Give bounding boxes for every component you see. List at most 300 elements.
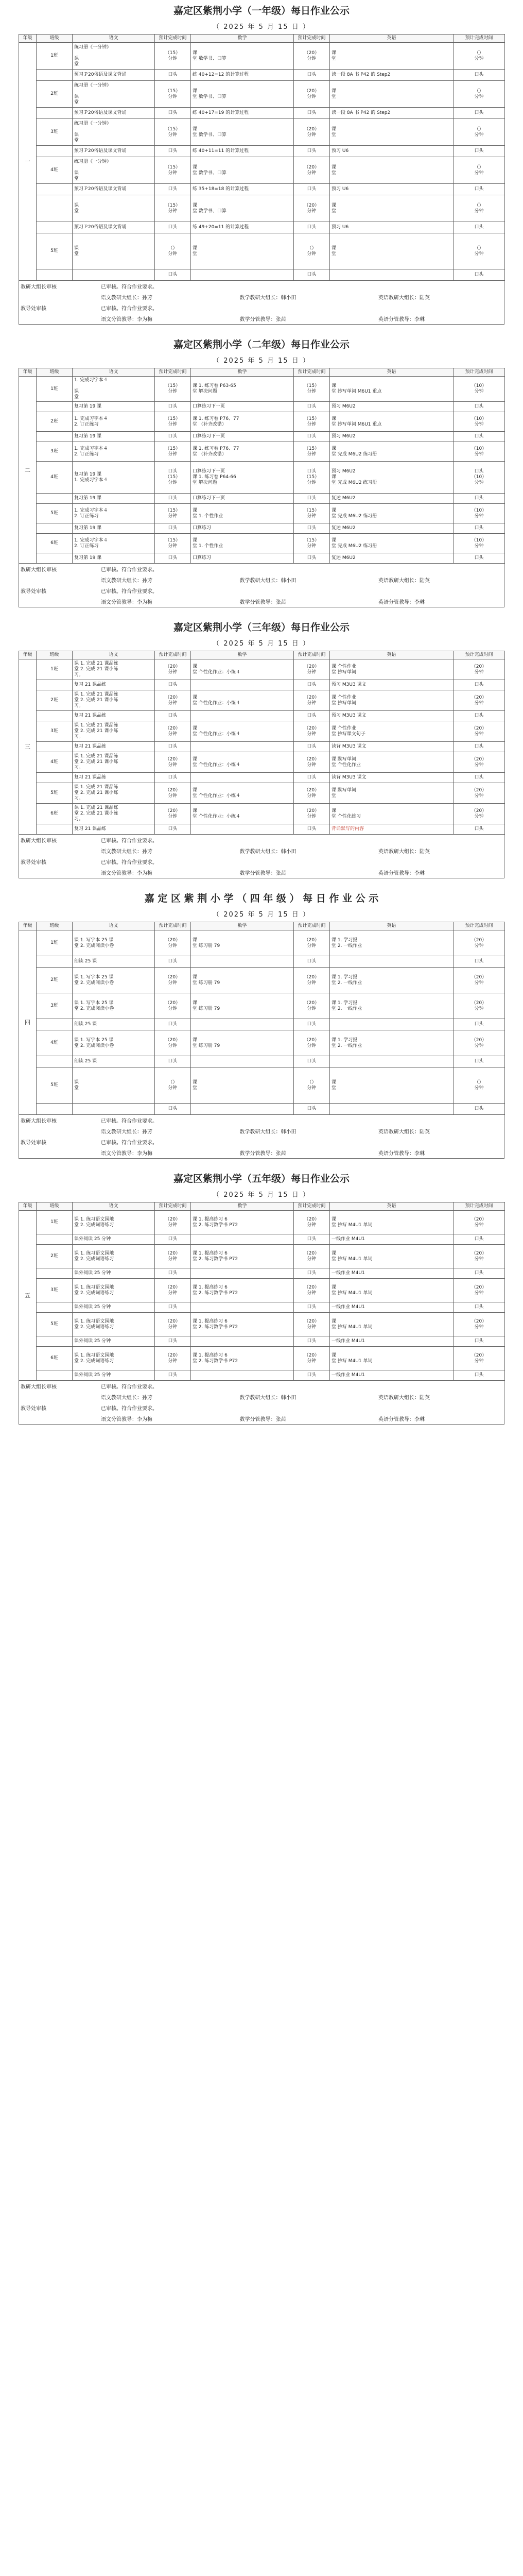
class-label: 4班 [37,752,73,773]
english-homework: 预习 U6 [330,146,454,157]
chinese-time: 口头 （15） 分钟 [155,462,191,494]
chinese-time: （20） 分钟 [155,930,191,956]
table-row [19,1370,505,1381]
math-time: （20） 分钟 [294,1279,330,1302]
class-label [37,269,73,281]
chinese-time: （15） 分钟 [155,377,191,402]
class-label [37,1268,73,1279]
english-time: 口头 [454,184,505,195]
column-header: 年级 [19,922,37,930]
review-label: 教研大组长审核 [21,1118,57,1124]
class-label: 2班 [37,968,73,993]
review-label [19,845,100,856]
chinese-homework: 课 1. 写字本 25 课 堂 2. 完成阅读小卷 [73,930,155,956]
chinese-homework: 复习第 19 课 [73,553,155,564]
column-header: 语文 [73,651,155,659]
table-row [19,402,505,412]
english-homework: 课 堂 个性化练习 [330,804,454,824]
class-label: 4班 [37,1030,73,1056]
english-homework: 课 堂 抄写 M4U1 单词 [330,1279,454,1302]
table-row [19,1268,505,1279]
math-time: （20） 分钟 [294,659,330,680]
table-row [19,1313,505,1336]
chinese-time: （20） 分钟 [155,690,191,711]
math-time: （） 分钟 [294,233,330,269]
english-homework: 一线作业 M4U1 [330,1336,454,1347]
table-row [19,81,505,108]
column-header: 班级 [37,651,73,659]
english-homework: 课 堂 抄写 M4U1 单词 [330,1347,454,1370]
math-homework [191,269,294,281]
class-label: 4班 [37,157,73,184]
chinese-homework: 练习册《一分钟》 课 堂 [73,81,155,108]
math-time: 口头 [294,1302,330,1313]
review-text: 语文分管教导：李为梅 [101,600,152,605]
table-row [19,930,505,956]
column-header: 年级 [19,35,37,43]
english-homework: 课 堂 抄写 M4U1 单词 [330,1313,454,1336]
math-time: （20） 分钟 [294,1347,330,1370]
review-label [19,1126,100,1137]
table-row [19,804,505,824]
review-footer [19,1381,504,1425]
grade-section [0,891,523,1168]
math-homework: 课 1. 提高练习 6 堂 2. 练习数学书 P72 [191,1347,294,1370]
math-homework: 课 堂 数学书、口算 [191,119,294,146]
math-homework: 课 堂 [191,1067,294,1104]
english-time: （） 分钟 [454,195,505,222]
column-header: 数学 [191,368,294,377]
math-homework: 课 堂 1. 个性作业 [191,504,294,523]
math-time: （20） 分钟 [294,119,330,146]
chinese-homework: 课 1. 完成 21 课品练 堂 2. 完成 21 课小练 习。 [73,659,155,680]
math-homework: 课 堂 个性化作业：小练４ [191,659,294,680]
table-row [19,1067,505,1104]
english-time: （20） 分钟 [454,804,505,824]
class-label: 2班 [37,1245,73,1268]
class-label: 6班 [37,534,73,553]
chinese-homework: 课外阅读 25 分钟 [73,1370,155,1381]
reviewer-name: 英语教研大组长：陆英 [378,1129,430,1135]
table-row [19,377,505,402]
chinese-time: （15） 分钟 [155,442,191,462]
chinese-time: （15） 分钟 [155,195,191,222]
class-label [37,222,73,233]
math-time: 口头 [294,742,330,752]
column-header: 英语 [330,651,454,659]
table-row [19,442,505,462]
english-homework: 课 个性作业 堂 抄写单词 [330,659,454,680]
chinese-homework: 预习Ｐ20俗语及课文背诵 [73,146,155,157]
math-time: （20） 分钟 [294,752,330,773]
english-homework: 预习 M6U2 [330,402,454,412]
math-homework: 课 1. 练习卷 P63-65 堂 解决问题 [191,377,294,402]
english-time: （20） 分钟 [454,721,505,742]
column-header: 预计完成时间 [294,35,330,43]
english-time: （） 分钟 [454,43,505,70]
column-header: 语文 [73,368,155,377]
chinese-homework: 课 1. 练习语文园地 堂 2. 完成词语练习 [73,1347,155,1370]
class-label [37,146,73,157]
math-time: 口头 [294,553,330,564]
math-homework: 课 堂 数学书、口算 [191,195,294,222]
reviewer-name [238,1115,377,1126]
table-row [19,690,505,711]
review-text: 已审核。符合作业要求。 [101,306,158,312]
reviewer-name [238,835,377,845]
table-row [19,1056,505,1067]
review-text: 已审核。符合作业要求。 [101,1140,158,1146]
column-header: 数学 [191,35,294,43]
chinese-time: 口头 [155,146,191,157]
chinese-homework: 课 1. 练习语文园地 堂 2. 完成词语练习 [73,1245,155,1268]
chinese-homework: 课外阅读 25 分钟 [73,1268,155,1279]
table-row [19,783,505,804]
math-homework [191,1104,294,1115]
chinese-homework: 课外阅读 25 分钟 [73,1302,155,1313]
chinese-homework [73,1104,155,1115]
math-homework [191,680,294,690]
english-time: 口头 [454,1268,505,1279]
english-time: （） 分钟 [454,157,505,184]
chinese-time: 口头 [155,1370,191,1381]
reviewer-name [377,281,504,292]
english-time: （20） 分钟 [454,1279,505,1302]
chinese-time: 口头 [155,1302,191,1313]
column-header: 年级 [19,651,37,659]
math-homework: 课 堂 个性化作业：小练４ [191,804,294,824]
english-time: （20） 分钟 [454,1347,505,1370]
table-row [19,184,505,195]
reviewer-name [377,856,504,867]
math-time: （20） 分钟 [294,930,330,956]
review-label: 教导处审核 [21,589,46,595]
review-label [19,1147,100,1159]
table-row [19,1302,505,1313]
review-footer [19,835,504,878]
table-row [19,956,505,968]
chinese-time: 口头 [155,523,191,534]
math-time: （20） 分钟 [294,804,330,824]
english-time: 口头 [454,494,505,504]
class-label: 3班 [37,442,73,462]
english-time: 口头 [454,773,505,783]
math-homework [191,956,294,968]
chinese-homework: 课 1. 完成 21 课品练 堂 2. 完成 21 课小练 习。 [73,804,155,824]
chinese-time: （20） 分钟 [155,783,191,804]
math-time: 口头 [294,824,330,835]
column-header: 语文 [73,35,155,43]
chinese-homework [73,269,155,281]
class-label [37,494,73,504]
english-time: （20） 分钟 [454,993,505,1019]
chinese-homework: 复习 21 课品练 [73,773,155,783]
homework-table [19,922,505,1115]
english-homework [330,956,454,968]
chinese-homework: 练习册《一分钟》 课 堂 [73,119,155,146]
math-time: （15） 分钟 [294,442,330,462]
grade-label: 一 [19,43,37,281]
chinese-time: （20） 分钟 [155,1347,191,1370]
chinese-time: 口头 [155,108,191,119]
column-header: 预计完成时间 [155,922,191,930]
chinese-time: 口头 [155,742,191,752]
math-homework: 练 49+20=11 的计算过程 [191,222,294,233]
math-time: 口头 [294,184,330,195]
column-header: 数学 [191,1202,294,1211]
english-time: （10） 分钟 [454,377,505,402]
chinese-time: 口头 [155,553,191,564]
chinese-homework: 课 1. 完成 21 课品练 堂 2. 完成 21 课小练 习。 [73,783,155,804]
table-row [19,553,505,564]
chinese-homework: 课 堂 [73,233,155,269]
chinese-homework: 练习册《一分钟》 课 堂 [73,43,155,70]
math-homework: 口算练习下一页 [191,432,294,442]
class-label: 1班 [37,930,73,956]
chinese-homework: 1. 完成习字本４ 2. 订正练习 [73,504,155,523]
chinese-time: （15） 分钟 [155,81,191,108]
english-homework: 预习 U6 [330,184,454,195]
reviewer-name [238,1137,377,1147]
section-title: 嘉定区紫荆小学（五年级）每日作业公示 [173,1173,350,1184]
math-homework [191,1336,294,1347]
english-homework: 课 堂 [330,43,454,70]
class-label [37,773,73,783]
column-header: 预计完成时间 [454,368,505,377]
english-homework: 课 堂 抄写 M4U1 单词 [330,1211,454,1234]
homework-table [19,34,505,281]
table-row [19,824,505,835]
review-label: 教研大组长审核 [21,1384,57,1390]
table-row [19,993,505,1019]
class-label: 4班 [37,462,73,494]
chinese-homework: 课 1. 写字本 25 课 堂 2. 完成阅读小卷 [73,993,155,1019]
chinese-time: 口头 [155,184,191,195]
table-row [19,195,505,222]
section-date: （ 2025 年 5 月 15 日 ） [213,911,310,919]
table-row [19,1030,505,1056]
table-row [19,742,505,752]
table-row [19,680,505,690]
chinese-time: （20） 分钟 [155,659,191,680]
math-time: （20） 分钟 [294,157,330,184]
chinese-time: （20） 分钟 [155,1211,191,1234]
math-time: 口头 [294,1104,330,1115]
section-title: 嘉定区紫荆小学（一年级）每日作业公示 [173,5,350,16]
english-homework: 课 堂 [330,81,454,108]
class-label: 5班 [37,504,73,523]
review-text: 已审核。符合作业要求。 [101,838,158,844]
math-homework [191,1302,294,1313]
reviewer-name: 英语分管教导：李琳 [378,317,425,323]
reviewer-name: 英语分管教导：李琳 [378,871,425,876]
chinese-time: 口头 [155,222,191,233]
class-label [37,1302,73,1313]
chinese-homework: 课 1. 练习语文园地 堂 2. 完成词语练习 [73,1313,155,1336]
grade-section [0,620,523,888]
table-row [19,1234,505,1245]
math-homework: 课 1. 提高练习 6 堂 2. 练习数学书 P72 [191,1245,294,1268]
table-row [19,43,505,70]
chinese-time: （20） 分钟 [155,721,191,742]
math-time: 口头 [294,70,330,81]
english-homework: 课 堂 [330,195,454,222]
reviewer-name [238,585,377,596]
reviewer-name [377,1381,504,1392]
column-header: 预计完成时间 [294,368,330,377]
math-homework: 课 堂 个性化作业：小练４ [191,752,294,773]
table-row [19,721,505,742]
class-label: 1班 [37,1211,73,1234]
review-text: 已审核。符合作业要求。 [101,567,158,573]
table-row [19,1019,505,1030]
english-homework: 预习 U6 [330,222,454,233]
reviewer-name: 数学分管教导：张茜 [239,600,286,605]
chinese-time: 口头 [155,1104,191,1115]
column-header: 班级 [37,922,73,930]
math-time: （15） 分钟 [294,504,330,523]
english-homework: 课 堂 [330,1067,454,1104]
math-homework [191,824,294,835]
review-footer [19,281,504,325]
math-time: （20） 分钟 [294,195,330,222]
math-time: 口头 [294,402,330,412]
reviewer-name: 数学教研大组长：韩小田 [239,578,297,584]
class-label: 5班 [37,1067,73,1104]
review-label [19,292,100,302]
reviewer-name [377,835,504,845]
math-time: （） 分钟 [294,1067,330,1104]
table-row [19,70,505,81]
review-text: 语文分管教导：李为梅 [101,317,152,323]
english-homework: 预习 M3U3 课文 [330,711,454,721]
column-header: 英语 [330,35,454,43]
english-time: （20） 分钟 [454,930,505,956]
chinese-time: （15） 分钟 [155,534,191,553]
class-label [37,1234,73,1245]
class-label [37,1370,73,1381]
english-time: （10） 分钟 [454,504,505,523]
class-label: 5班 [37,1313,73,1336]
review-footer [19,1115,504,1159]
math-time: 口头 [294,1019,330,1030]
english-time: （20） 分钟 [454,968,505,993]
section-date: （ 2025 年 5 月 15 日 ） [213,1191,310,1199]
reviewer-name: 英语教研大组长：陆英 [378,849,430,855]
math-time: 口头 [294,108,330,119]
table-row [19,1279,505,1302]
english-time: （20） 分钟 [454,690,505,711]
math-homework: 课 堂 练习册 79 [191,993,294,1019]
chinese-homework: 练习册《一分钟》 课 堂 [73,157,155,184]
table-row [19,108,505,119]
class-label [37,402,73,412]
reviewer-name [238,856,377,867]
math-time: （15） 分钟 [294,412,330,432]
english-homework: 一线作业 M4U1 [330,1302,454,1313]
section-date: （ 2025 年 5 月 15 日 ） [213,23,310,31]
column-header: 预计完成时间 [294,922,330,930]
chinese-time: 口头 [155,680,191,690]
math-homework [191,1234,294,1245]
english-homework: 课 堂 完成 M6U2 练习册 [330,504,454,523]
english-homework: 读一段 8A 书 P42 的 Step2 [330,108,454,119]
homework-table [19,651,505,835]
chinese-time: （20） 分钟 [155,804,191,824]
english-homework: 读背 M3U3 课文 [330,742,454,752]
english-time: 口头 [454,1104,505,1115]
grade-section [0,337,523,617]
chinese-time: 口头 [155,70,191,81]
english-time: 口头 [454,1370,505,1381]
chinese-homework: 课 1. 写字本 25 课 堂 2. 完成阅读小卷 [73,968,155,993]
column-header: 预计完成时间 [294,651,330,659]
section-date: （ 2025 年 5 月 15 日 ） [213,640,310,648]
chinese-homework: 1. 完成习字本４ 课 堂 [73,377,155,402]
chinese-time: 口头 [155,1056,191,1067]
chinese-time: 口头 [155,269,191,281]
review-label [19,867,100,878]
math-homework [191,1019,294,1030]
class-label [37,70,73,81]
column-header: 年级 [19,1202,37,1211]
chinese-time: 口头 [155,1234,191,1245]
math-homework: 练 40+11=11 的计算过程 [191,146,294,157]
class-label: 3班 [37,1279,73,1302]
english-time: 口头 （10） 分钟 [454,462,505,494]
column-header: 英语 [330,1202,454,1211]
review-label [19,1392,100,1402]
english-time: 口头 [454,1056,505,1067]
english-time: （） 分钟 [454,1067,505,1104]
table-row [19,1245,505,1268]
table-row [19,119,505,146]
math-time: （20） 分钟 [294,721,330,742]
chinese-homework: 1. 完成习字本４ 2. 订正练习 [73,442,155,462]
class-label: 2班 [37,81,73,108]
reviewer-name: 英语分管教导：李琳 [378,1151,425,1157]
english-time: 口头 [454,146,505,157]
review-text: 语文分管教导：李为梅 [101,871,152,876]
chinese-homework: 课外阅读 25 分钟 [73,1234,155,1245]
math-time: 口头 [294,146,330,157]
table-row [19,222,505,233]
english-time: （20） 分钟 [454,1030,505,1056]
english-time: 口头 [454,523,505,534]
column-header: 语文 [73,922,155,930]
math-homework: 口算练习下一页 [191,402,294,412]
english-homework: 课 默写单词 堂 [330,783,454,804]
review-text: 已审核。符合作业要求。 [101,284,158,290]
table-row [19,534,505,553]
english-time: （20） 分钟 [454,783,505,804]
column-header: 年级 [19,368,37,377]
math-time: 口头 [294,773,330,783]
math-homework: 课 1. 提高练习 6 堂 2. 练习数学书 P72 [191,1313,294,1336]
chinese-homework: 预习Ｐ20俗语及课文背诵 [73,70,155,81]
homework-document [0,3,523,1434]
homework-table [19,1202,505,1381]
review-label [19,1413,100,1425]
math-time: 口头 [294,1234,330,1245]
review-label: 教导处审核 [21,1406,46,1412]
review-label: 教研大组长审核 [21,284,57,290]
grade-label: 二 [19,377,37,564]
table-row [19,494,505,504]
column-header: 班级 [37,1202,73,1211]
math-homework: 口算练习下一页 [191,494,294,504]
column-header: 预计完成时间 [155,651,191,659]
